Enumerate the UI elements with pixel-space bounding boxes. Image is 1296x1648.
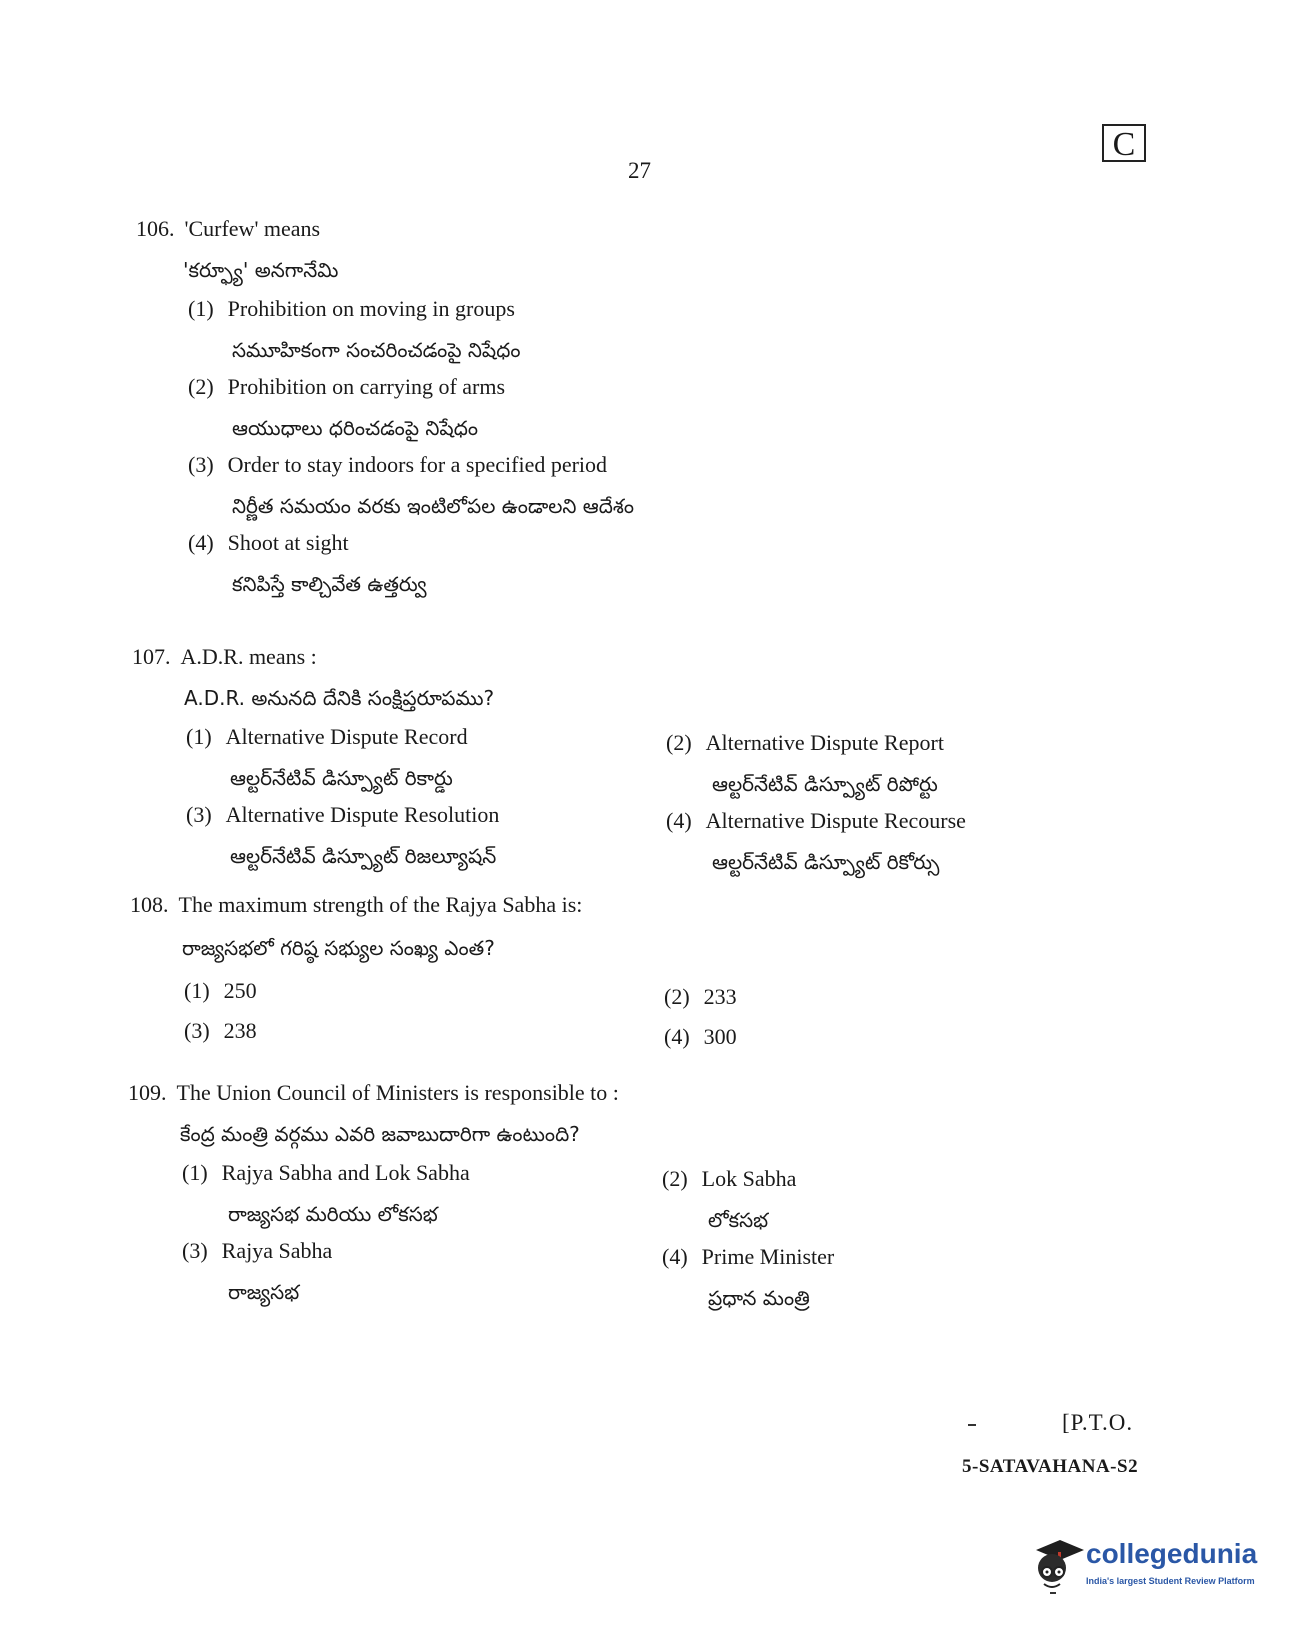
option-3 xyxy=(184,1018,257,1044)
footer-dash xyxy=(968,1424,976,1426)
option-2 xyxy=(666,730,944,756)
option-text-te: సమూహికంగా సంచరించడంపై నిషేధం xyxy=(232,338,521,362)
option-label: (1) xyxy=(184,978,210,1003)
pto-marker: [P.T.O. xyxy=(1062,1410,1134,1435)
option-1 xyxy=(182,1160,470,1186)
option-label: (2) xyxy=(666,730,692,755)
option-1 xyxy=(186,724,468,750)
option-1 xyxy=(188,296,515,322)
logo-wordmark: collegedunia xyxy=(1086,1538,1258,1569)
option-text-te: రాజ్యసభ మరియు లోకసభ xyxy=(228,1202,438,1226)
question-number: 106. xyxy=(136,216,175,241)
option-label: (4) xyxy=(666,808,692,833)
option-text-en: 238 xyxy=(223,1018,257,1043)
option-text-te: ఆల్టర్‌నేటివ్ డిస్ప్యూట్ రిపోర్టు xyxy=(712,772,938,796)
option-text-en: Lok Sabha xyxy=(701,1166,797,1191)
option-4 xyxy=(666,808,966,834)
question-text-te: A.D.R. అనునది దేనికి సంక్షిప్తరూపము? xyxy=(184,686,495,710)
option-label: (2) xyxy=(662,1166,688,1191)
question-stem xyxy=(136,216,320,242)
option-text-te: ఆయుధాలు ధరించడంపై నిషేధం xyxy=(232,416,478,440)
option-text-en: Order to stay indoors for a specified period xyxy=(227,452,608,477)
set-code-box: C xyxy=(1102,124,1146,162)
question-number: 108. xyxy=(130,892,169,917)
option-text-te: ఆల్టర్‌నేటివ్ డిస్ప్యూట్ రికోర్సు xyxy=(712,850,940,874)
option-label: (1) xyxy=(188,296,214,321)
option-label: (1) xyxy=(186,724,212,749)
option-text-te: ఆల్టర్‌నేటివ్ డిస్ప్యూట్ రిజల్యూషన్ xyxy=(230,844,497,868)
option-label: (1) xyxy=(182,1160,208,1185)
option-3 xyxy=(182,1238,332,1264)
option-text-en: 300 xyxy=(703,1024,737,1049)
option-text-en: Prohibition on carrying of arms xyxy=(227,374,506,399)
option-label: (2) xyxy=(664,984,690,1009)
question-text-te: 'కర్ఫ్యూ' అనగానేమి xyxy=(183,258,339,282)
question-stem xyxy=(130,892,582,918)
option-text-en: Alternative Dispute Recourse xyxy=(705,808,966,833)
option-text-en: Alternative Dispute Report xyxy=(705,730,944,755)
question-text-te: కేంద్ర మంత్రి వర్గము ఎవరి జవాబుదారిగా ఉంటుంది? xyxy=(180,1122,580,1146)
option-label: (4) xyxy=(662,1244,688,1269)
option-2 xyxy=(664,984,737,1010)
option-label: (4) xyxy=(188,530,214,555)
page-number: 27 xyxy=(628,158,651,183)
question-number: 107. xyxy=(132,644,171,669)
option-label: (3) xyxy=(182,1238,208,1263)
option-label: (3) xyxy=(184,1018,210,1043)
option-text-te: ఆల్టర్‌నేటివ్ డిస్ప్యూట్ రికార్డు xyxy=(230,766,453,790)
option-2 xyxy=(662,1166,796,1192)
student-mascot-icon xyxy=(1030,1530,1084,1600)
question-text-en: 'Curfew' means xyxy=(184,216,321,241)
logo-tagline: India's largest Student Review Platform xyxy=(1086,1576,1255,1586)
question-number: 109. xyxy=(128,1080,167,1105)
option-label: (3) xyxy=(188,452,214,477)
option-text-te: కనిపిస్తే కాల్చివేత ఉత్తర్వు xyxy=(232,572,427,596)
option-text-en: Shoot at sight xyxy=(227,530,349,555)
question-text-en: The Union Council of Ministers is responsible to : xyxy=(176,1080,619,1105)
question-stem xyxy=(128,1080,619,1106)
collegedunia-logo xyxy=(1030,1530,1260,1610)
option-4 xyxy=(662,1244,834,1270)
option-2 xyxy=(188,374,505,400)
option-label: (3) xyxy=(186,802,212,827)
option-text-te: లోకసభ xyxy=(708,1208,769,1232)
option-1 xyxy=(184,978,257,1004)
option-3 xyxy=(188,452,607,478)
paper-code: 5-SATAVAHANA-S2 xyxy=(962,1456,1139,1477)
option-text-en: 250 xyxy=(223,978,257,1003)
option-text-en: Prohibition on moving in groups xyxy=(227,296,515,321)
option-text-te: నిర్ణీత సమయం వరకు ఇంటిలోపల ఉండాలని ఆదేశం xyxy=(232,494,635,518)
option-text-te: రాజ్యసభ xyxy=(228,1280,300,1304)
option-text-en: 233 xyxy=(703,984,737,1009)
option-4 xyxy=(664,1024,737,1050)
option-text-te: ప్రధాన మంత్రి xyxy=(708,1286,810,1310)
option-label: (4) xyxy=(664,1024,690,1049)
option-text-en: Prime Minister xyxy=(701,1244,835,1269)
option-3 xyxy=(186,802,499,828)
question-stem xyxy=(132,644,317,670)
question-text-en: A.D.R. means : xyxy=(180,644,317,669)
option-text-en: Alternative Dispute Resolution xyxy=(225,802,500,827)
option-text-en: Rajya Sabha and Lok Sabha xyxy=(221,1160,470,1185)
question-text-en: The maximum strength of the Rajya Sabha is: xyxy=(178,892,583,917)
option-text-en: Alternative Dispute Record xyxy=(225,724,468,749)
option-text-en: Rajya Sabha xyxy=(221,1238,333,1263)
option-label: (2) xyxy=(188,374,214,399)
option-4 xyxy=(188,530,349,556)
question-text-te: రాజ్యసభలో గరిష్ఠ సభ్యుల సంఖ్య ఎంత? xyxy=(182,936,495,960)
